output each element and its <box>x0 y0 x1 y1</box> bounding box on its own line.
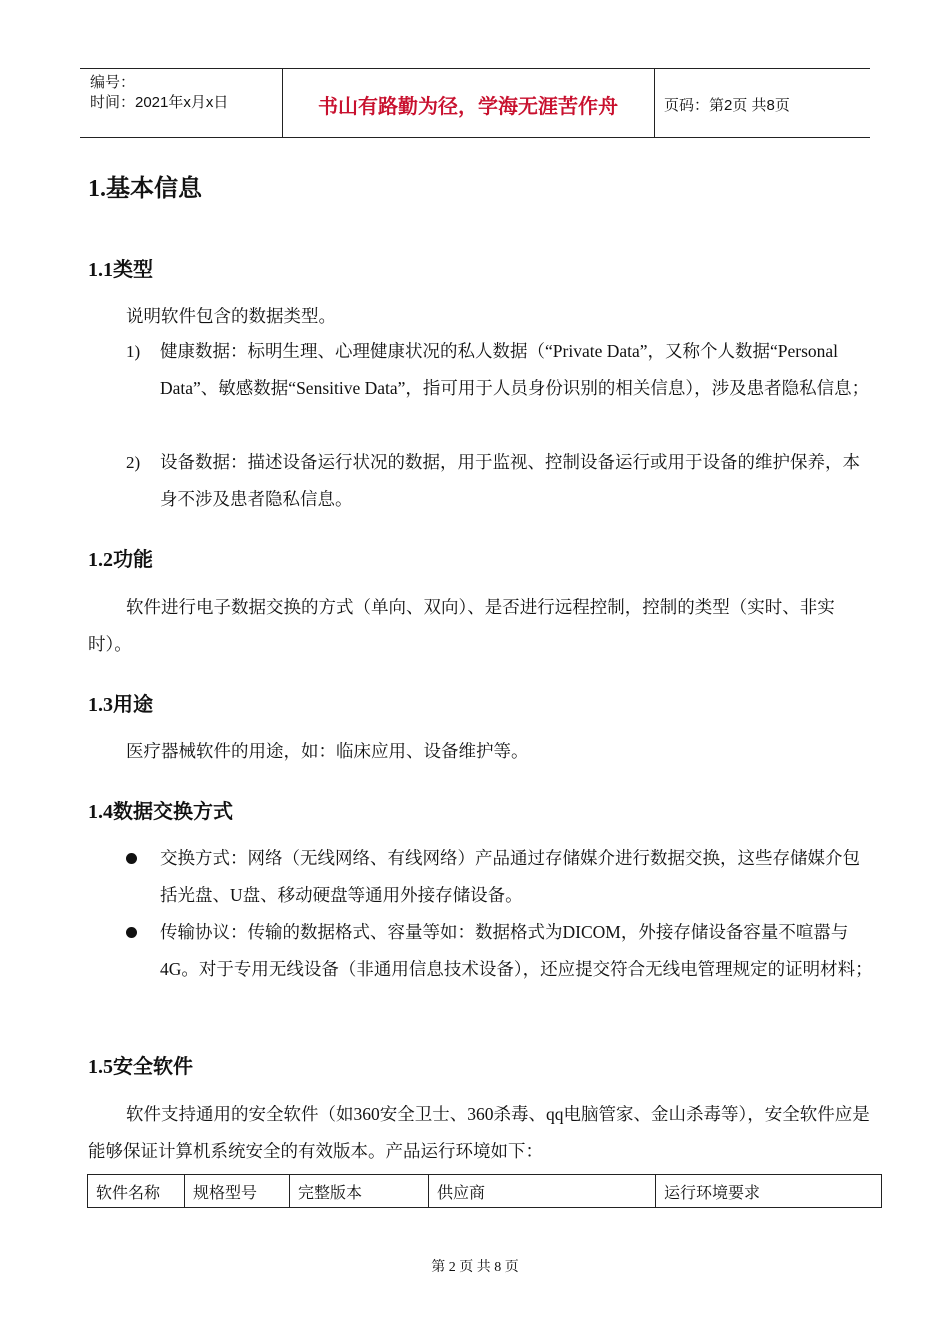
paragraph-1-3: 医疗器械软件的用途，如：临床应用、设备维护等。 <box>126 741 529 761</box>
heading-1-2: 1.2功能 <box>88 549 153 571</box>
table-header-cell: 供应商 <box>429 1175 656 1208</box>
page-footer: 第 2 页 共 8 页 <box>431 1260 519 1275</box>
heading-1-4: 1.4数据交换方式 <box>88 801 233 823</box>
table-header-cell: 完整版本 <box>290 1175 429 1208</box>
document-date: 时间：2021年x月x日 <box>90 94 229 111</box>
header-meta <box>90 73 228 113</box>
header-motto: 书山有路勤为径，学海无涯苦作舟 <box>318 94 618 118</box>
paragraph-1-2: 软件进行电子数据交换的方式（单向、双向）、是否进行远程控制，控制的类型（实时、非实时）。 <box>88 597 835 654</box>
paragraph-1-1-intro: 说明软件包含的数据类型。 <box>126 306 336 326</box>
heading-1-1: 1.1类型 <box>88 259 153 281</box>
list-item-exchange-mode: 交换方式：网络（无线网络、有线网络）产品通过存储媒介进行数据交换，这些存储媒介包括光盘、U盘、移动硬盘等通用外接存储设备。 <box>160 848 860 905</box>
table-header-cell: 运行环境要求 <box>656 1175 882 1208</box>
list-item-protocol: 传输协议：传输的数据格式、容量等如：数据格式为DICOM，外接存储设备容量不喧嚣与4G。对于专用无线设备（非通用信息技术设备），还应提交符合无线电管理规定的证明材料； <box>160 922 873 979</box>
list-marker: 1) <box>126 342 141 361</box>
bullet-icon <box>126 927 137 938</box>
heading-1-5: 1.5安全软件 <box>88 1056 193 1078</box>
paragraph-1-5: 软件支持通用的安全软件（如360安全卫士、360杀毒、qq电脑管家、金山杀毒等），安全软件应是能够保证计算机系统安全的有效版本。产品运行环境如下： <box>88 1104 870 1161</box>
section-title: 1.基本信息 <box>88 176 202 202</box>
environment-table <box>87 1174 882 1208</box>
table-header-row <box>88 1175 882 1208</box>
table-header-cell: 软件名称 <box>88 1175 185 1208</box>
list-item-health-data: 健康数据：标明生理、心理健康状况的私人数据（“Private Data”，又称个人数据“Personal Data”、敏感数据“Sensitive Data”，指可用于人员身份识别的相关信息），涉及患者隐私信息； <box>160 341 870 398</box>
table-header-cell: 规格型号 <box>185 1175 290 1208</box>
bullet-icon <box>126 853 137 864</box>
list-item-device-data: 设备数据：描述设备运行状况的数据，用于监视、控制设备运行或用于设备的维护保养，本身不涉及患者隐私信息。 <box>160 452 860 509</box>
page-header <box>80 68 870 138</box>
document-number-label: 编号： <box>90 74 136 91</box>
header-divider <box>654 69 655 137</box>
header-page-number: 页码：第2页 共8页 <box>664 97 790 114</box>
list-marker: 2) <box>126 453 141 472</box>
heading-1-3: 1.3用途 <box>88 694 153 716</box>
